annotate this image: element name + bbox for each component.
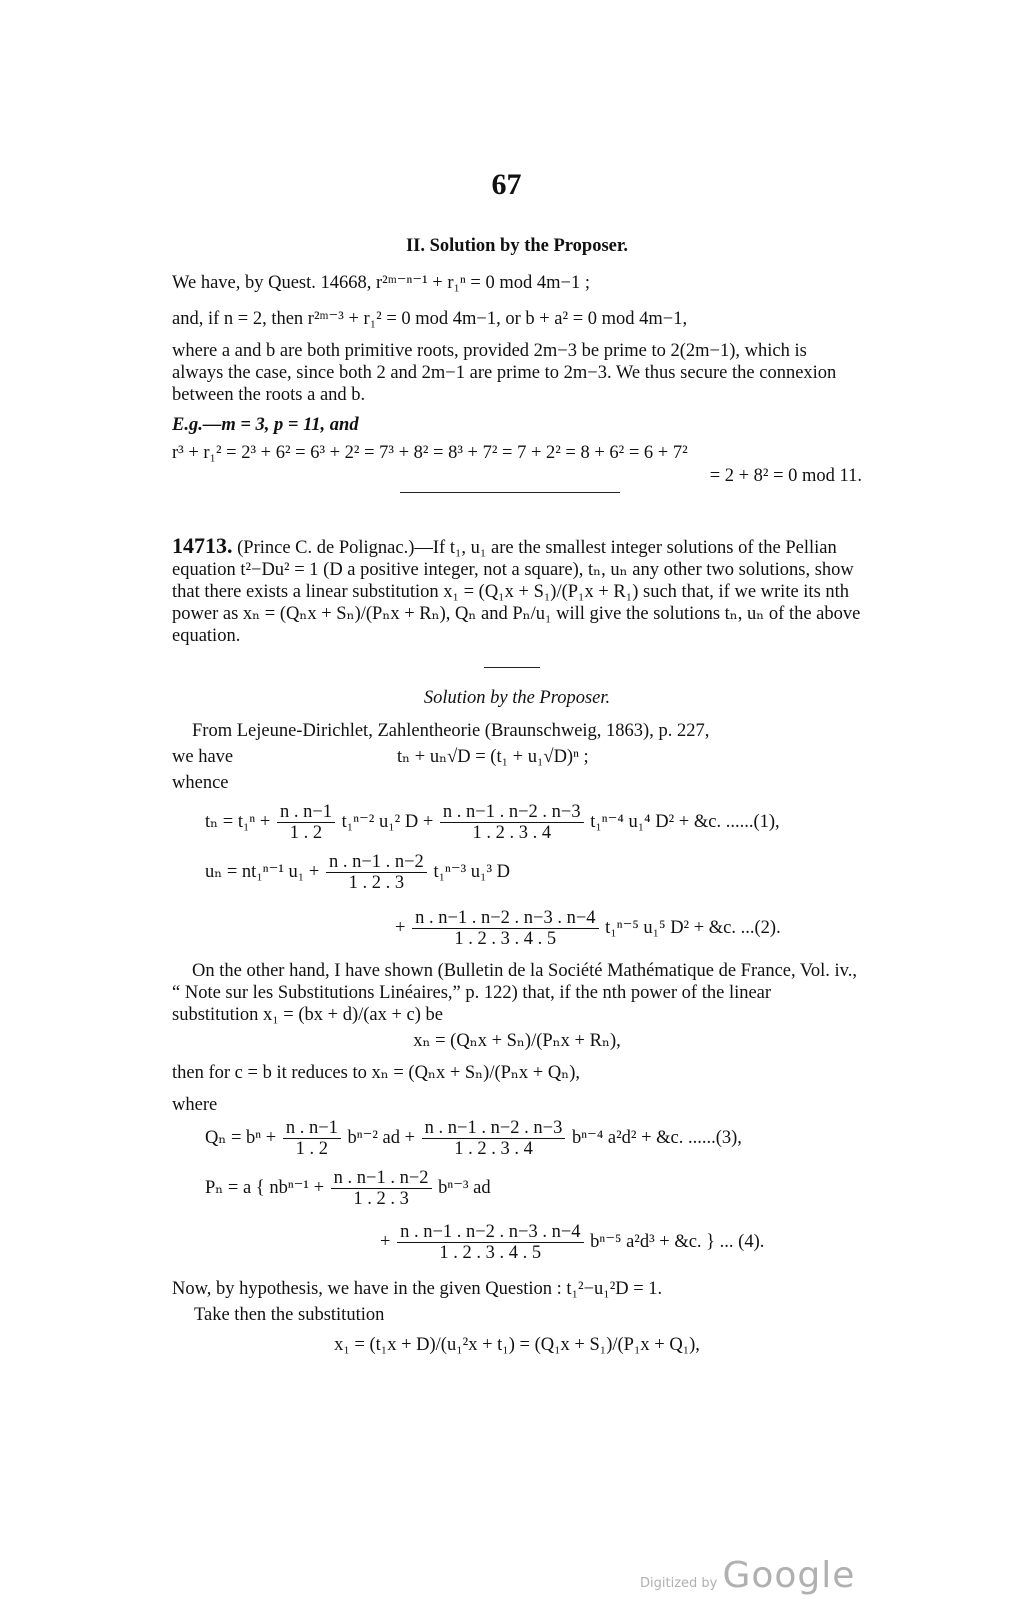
equation-4-continued: + $\frac{n . n-1 . n-2 . n-3 . n-4}{1 . 2 . 3 . 4 . 5}$ bⁿ⁻⁵ a²d³ + &c. } ... (4). xyxy=(380,1222,765,1263)
equation-4: Pₙ = a { nbⁿ⁻¹ + $\frac{n . n-1 . n-2}{1 . 2 . 3}$ bⁿ⁻³ ad xyxy=(205,1168,491,1209)
separator-rule xyxy=(400,492,620,493)
paragraph-n2: and, if n = 2, then r²ᵐ⁻³ + r₁² = 0 mod 4m−1, or b + a² = 0 mod 4m−1, xyxy=(172,309,688,329)
paragraph-other-hand: On the other hand, I have shown (Bulletin de la Société Mathématique de France, Vol. iv., “ Note sur les Substitutions Linéaires,” p. 122) that, if the nth power of the linear substitution x₁ = (bx + d)/(ax + c) be xyxy=(172,961,857,1025)
equation-2-continued: + $\frac{n . n-1 . n-2 . n-3 . n-4}{1 . 2 . 3 . 4 . 5}$ t₁ⁿ⁻⁵ u₁⁵ D² + &c. ...(2). xyxy=(395,908,781,949)
paragraph-reduces: then for c = b it reduces to xₙ = (Qₙx + Sₙ)/(Pₙx + Qₙ), xyxy=(172,1063,581,1083)
fraction: $\frac{n . n-1 . n-2}{1 . 2 . 3}$ xyxy=(326,852,427,893)
pell-power-equation: tₙ + uₙ√D = (t₁ + u₁√D)ⁿ ; xyxy=(397,747,589,767)
question-14713 xyxy=(172,535,862,647)
fraction: $\frac{n . n-1}{1 . 2}$ xyxy=(277,802,335,843)
question-number: 14713. xyxy=(172,533,233,558)
equation-1: tₙ = t₁ⁿ + $\frac{n . n-1}{1 . 2}$ t₁ⁿ⁻² u₁² D + $\frac{n . n-1 . n-2 . n-3}{1 . 2 . 3 . 4}$ t₁ⁿ⁻⁴ u₁⁴ D² + &c. ......(1), xyxy=(205,802,780,843)
paragraph-hypothesis: Now, by hypothesis, we have in the given Question : t₁²−u₁²D = 1. xyxy=(172,1279,663,1299)
digitized-by-label: Digitized by xyxy=(640,1576,718,1591)
solution-line-2: we have tₙ + uₙ√D = (t₁ + u₁√D)ⁿ ; xyxy=(172,747,589,767)
question-text: (Prince C. de Polignac.)—If t₁, u₁ are the smallest integer solutions of the Pellian equation t²−Du² = 1 (D a positive integer, not a square), tₙ, uₙ any other two solutions, show that there exists a linear substitution x₁ = (Q₁x + S₁)/(P₁x + R₁) such that, if we write its nth power as xₙ = (Qₙx + Sₙ)/(Pₙx + Rₙ), Qₙ and Pₙ/u₁ will give the solutions tₙ, uₙ of the above equation. xyxy=(172,538,861,646)
equation-2: uₙ = nt₁ⁿ⁻¹ u₁ + $\frac{n . n-1 . n-2}{1 . 2 . 3}$ t₁ⁿ⁻³ u₁³ D xyxy=(205,852,511,893)
fraction: $\frac{n . n-1 . n-2 . n-3}{1 . 2 . 3 . 4}$ xyxy=(422,1118,566,1159)
google-watermark xyxy=(640,1555,855,1596)
solution-line-1: From Lejeune-Dirichlet, Zahlentheorie (Braunschweig, 1863), p. 227, xyxy=(192,721,710,741)
section-heading: II. Solution by the Proposer. xyxy=(405,236,629,256)
equation-xn: xₙ = (Qₙx + Sₙ)/(Pₙx + Rₙ), xyxy=(413,1031,621,1051)
example-equation: r³ + r₁² = 2³ + 6² = 6³ + 2² = 7³ + 8² = 8³ + 7² = 7 + 2² = 8 + 6² = 6 + 7² xyxy=(172,443,688,463)
fraction: $\frac{n . n-1 . n-2 . n-3 . n-4}{1 . 2 . 3 . 4 . 5}$ xyxy=(397,1222,583,1263)
fraction: $\frac{n . n-1 . n-2 . n-3 . n-4}{1 . 2 . 3 . 4 . 5}$ xyxy=(412,908,598,949)
short-rule xyxy=(484,667,540,668)
page-number: 67 xyxy=(491,168,522,201)
example-equation-result: = 2 + 8² = 0 mod 11. xyxy=(709,466,862,486)
fraction: $\frac{n . n-1}{1 . 2}$ xyxy=(283,1118,341,1159)
solution-line-3: whence xyxy=(172,773,229,793)
fraction: $\frac{n . n-1 . n-2}{1 . 2 . 3}$ xyxy=(331,1168,432,1209)
paragraph-roots: where a and b are both primitive roots, provided 2m−3 be prime to 2(2m−1), which is always the case, since both 2 and 2m−1 are prime to 2m−3. We thus secure the connexion between the roots a and b. xyxy=(172,341,837,405)
paragraph-take-substitution: Take then the substitution xyxy=(194,1305,385,1325)
paragraph-quest: We have, by Quest. 14668, r²ᵐ⁻ⁿ⁻¹ + r₁ⁿ = 0 mod 4m−1 ; xyxy=(172,273,590,293)
equation-substitution: x₁ = (t₁x + D)/(u₁²x + t₁) = (Q₁x + S₁)/(P₁x + Q₁), xyxy=(334,1335,700,1355)
equation-3: Qₙ = bⁿ + $\frac{n . n-1}{1 . 2}$ bⁿ⁻² ad + $\frac{n . n-1 . n-2 . n-3}{1 . 2 . 3 . 4}$ bⁿ⁻⁴ a²d² + &c. ......(3), xyxy=(205,1118,742,1159)
solution-heading: Solution by the Proposer. xyxy=(423,688,611,708)
where-label: where xyxy=(172,1095,218,1115)
fraction: $\frac{n . n-1 . n-2 . n-3}{1 . 2 . 3 . 4}$ xyxy=(440,802,584,843)
example-line: E.g.—m = 3, p = 11, and xyxy=(172,415,359,435)
google-logo: Google xyxy=(722,1555,856,1596)
